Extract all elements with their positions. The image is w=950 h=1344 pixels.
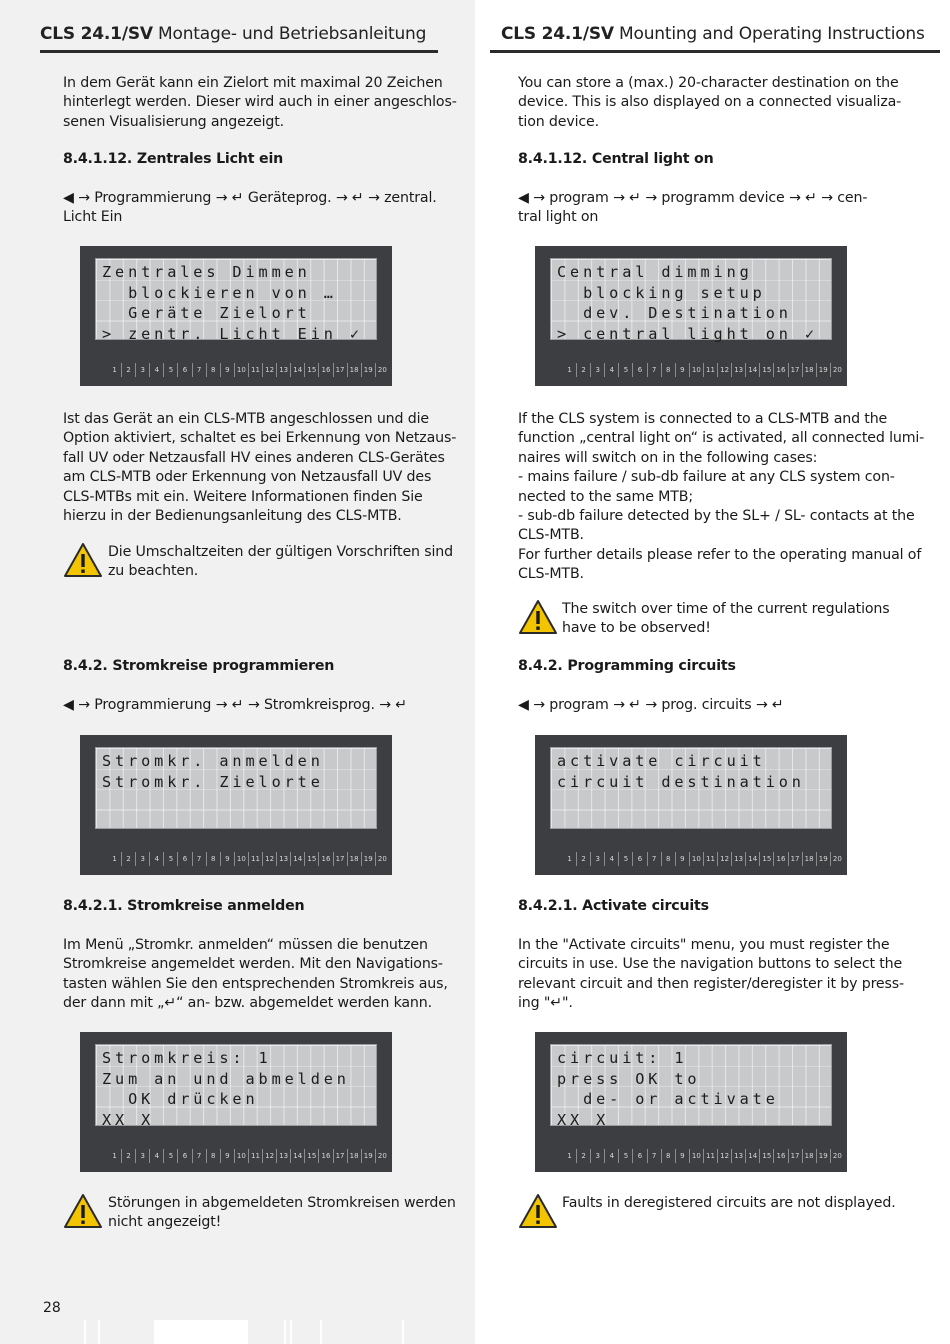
lcd-scale-number: 14 [746, 363, 760, 377]
lcd-scale-number: 4 [605, 363, 619, 377]
lcd-scale-number: 9 [676, 1149, 690, 1163]
model-name: CLS 24.1/SV [501, 24, 614, 44]
lcd-scale-number: 16 [319, 852, 333, 866]
section-heading: 8.4.1.12. Central light on [518, 151, 714, 167]
lcd-display [80, 1032, 392, 1172]
lcd-scale-number: 8 [662, 1149, 676, 1163]
section-heading: 8.4.2. Programming circuits [518, 658, 736, 674]
lcd-scale-number: 7 [193, 363, 207, 377]
warning-text: Störungen in abgemeldeten Stromkreisen werden nicht angezeigt! [108, 1195, 456, 1231]
header-title: Mounting and Operating Instructions [619, 24, 925, 44]
lcd-scale-number: 14 [291, 852, 305, 866]
lcd-screen: Central dimming blocking setup dev. Destination > central light on ✓ [550, 258, 832, 340]
lcd-scale-number: 5 [619, 1149, 633, 1163]
lcd-scale-number: 5 [619, 363, 633, 377]
lcd-scale-number: 6 [178, 363, 192, 377]
body-paragraph: Ist das Gerät an ein CLS-MTB angeschlossen und die Option aktiviert, schaltet es bei Erkennung von Netzaus- fall UV oder Netzausfall HV eines anderen CLS-Gerätes am CLS-MTB oder Erkennung von Netzausfall UV des CLS-MTBs mit ein. Weitere Informationen finden Sie hierzu in der Bedienungsanleitung des CLS-MTB. [63, 411, 457, 525]
lcd-screen: Stromkr. anmelden Stromkr. Zielorte [95, 747, 377, 829]
lcd-screen: Stromkreis: 1 Zum an und abmelden OK drücken XX X [95, 1044, 377, 1126]
lcd-scale-number: 1 [108, 852, 122, 866]
lcd-scale-number: 12 [263, 1149, 277, 1163]
lcd-scale-number: 8 [207, 1149, 221, 1163]
lcd-scale-number: 15 [760, 1149, 774, 1163]
lcd-display [535, 735, 847, 875]
lcd-scale-number: 19 [362, 852, 376, 866]
lcd-scale-number: 6 [633, 852, 647, 866]
lcd-scale-number: 14 [291, 1149, 305, 1163]
lcd-scale-number: 3 [136, 852, 150, 866]
lcd-scale-number: 15 [305, 1149, 319, 1163]
lcd-scale-number: 7 [648, 363, 662, 377]
warning-triangle-icon [63, 1193, 103, 1229]
lcd-scale-number: 10 [235, 363, 249, 377]
lcd-scale-number: 7 [648, 1149, 662, 1163]
lcd-scale-number: 13 [732, 852, 746, 866]
lcd-scale-number: 11 [704, 363, 718, 377]
body-paragraph: Im Menü „Stromkr. anmelden“ müssen die benutzen Stromkreise angemeldet werden. Mit den Navigations- tasten wählen Sie den entsprechenden Stromkreis aus, der dann mit „↵“ an- bzw. abgemeldet werden kann. [63, 937, 448, 1012]
lcd-scale-number: 15 [760, 852, 774, 866]
lcd-scale-number: 12 [718, 852, 732, 866]
lcd-scale-number: 7 [648, 852, 662, 866]
lcd-scale-number: 4 [150, 852, 164, 866]
lcd-scale-number: 12 [718, 363, 732, 377]
lcd-scale-number: 16 [774, 1149, 788, 1163]
lcd-scale-number: 14 [746, 1149, 760, 1163]
lcd-scale-number: 4 [605, 1149, 619, 1163]
lcd-scale-number: 8 [662, 363, 676, 377]
lcd-scale-number: 9 [221, 363, 235, 377]
lcd-scale-number: 11 [249, 363, 263, 377]
lcd-scale-number: 6 [178, 1149, 192, 1163]
lcd-scale-number: 14 [746, 852, 760, 866]
lcd-scale-number: 13 [277, 363, 291, 377]
lcd-scale-number: 17 [789, 1149, 803, 1163]
lcd-scale-number: 18 [803, 1149, 817, 1163]
lcd-scale-number: 1 [563, 1149, 577, 1163]
lcd-scale-number: 18 [348, 852, 362, 866]
lcd-column-scale [563, 363, 844, 377]
lcd-scale-number: 6 [633, 1149, 647, 1163]
lcd-scale-number: 13 [277, 1149, 291, 1163]
lcd-scale-number: 10 [690, 852, 704, 866]
lcd-scale-number: 5 [164, 1149, 178, 1163]
warning-triangle-icon [518, 1193, 558, 1229]
lcd-scale-number: 2 [577, 1149, 591, 1163]
lcd-scale-number: 5 [164, 363, 178, 377]
lcd-scale-number: 16 [319, 363, 333, 377]
body-paragraph: In the "Activate circuits" menu, you must register the circuits in use. Use the navigation buttons to select the relevant circuit and then register/deregister it by press- ing "↵". [518, 937, 904, 1012]
lcd-column-scale [563, 852, 844, 866]
lcd-scale-number: 3 [591, 363, 605, 377]
lcd-scale-number: 19 [817, 1149, 831, 1163]
lcd-scale-number: 20 [832, 855, 842, 863]
header-title: Montage- und Betriebsanleitung [158, 24, 427, 44]
menu-path: ◀ → Programmierung → ↵ → Stromkreisprog. → ↵ [63, 697, 407, 713]
lcd-scale-number: 19 [362, 1149, 376, 1163]
lcd-scale-number: 1 [108, 1149, 122, 1163]
lcd-scale-number: 19 [817, 363, 831, 377]
lcd-scale-number: 8 [662, 852, 676, 866]
lcd-scale-number: 12 [263, 852, 277, 866]
lcd-display [535, 1032, 847, 1172]
lcd-scale-number: 11 [704, 1149, 718, 1163]
lcd-scale-number: 1 [108, 363, 122, 377]
page-header [40, 24, 426, 44]
lcd-screen: circuit: 1 press OK to de- or activate XX X [550, 1044, 832, 1126]
lcd-scale-number: 3 [136, 1149, 150, 1163]
lcd-scale-number: 9 [676, 363, 690, 377]
lcd-scale-number: 4 [605, 852, 619, 866]
lcd-scale-number: 12 [263, 363, 277, 377]
intro-paragraph: In dem Gerät kann ein Zielort mit maximal 20 Zeichen hinterlegt werden. Dieser wird auch in einer angeschlos- senen Visualisierung angezeigt. [63, 75, 457, 130]
lcd-scale-number: 7 [193, 852, 207, 866]
lcd-scale-number: 18 [348, 363, 362, 377]
lcd-display [535, 246, 847, 386]
lcd-scale-number: 20 [377, 1152, 387, 1160]
lcd-scale-number: 17 [334, 363, 348, 377]
lcd-scale-number: 16 [774, 852, 788, 866]
lcd-scale-number: 4 [150, 363, 164, 377]
lcd-column-scale [108, 1149, 389, 1163]
lcd-scale-number: 18 [803, 852, 817, 866]
lcd-scale-number: 20 [832, 1152, 842, 1160]
lcd-scale-number: 20 [832, 366, 842, 374]
lcd-screen: activate circuit circuit destination [550, 747, 832, 829]
lcd-scale-number: 17 [334, 1149, 348, 1163]
lcd-scale-number: 14 [291, 363, 305, 377]
body-paragraph: If the CLS system is connected to a CLS-MTB and the function „central light on“ is activated, all connected lumi- naires will switch on in the following cases: - mains failure / sub-db failure at any CLS system con- nected to the same MTB; - sub-db failure detected by the SL+ / SL- contacts at the CLS-MTB. For further details please refer to the operating manual of CLS-MTB. [518, 411, 925, 583]
warning-text: Die Umschaltzeiten der gültigen Vorschriften sind zu beachten. [108, 544, 453, 580]
lcd-scale-number: 1 [563, 363, 577, 377]
lcd-scale-number: 15 [305, 363, 319, 377]
lcd-scale-number: 4 [150, 1149, 164, 1163]
lcd-scale-number: 2 [122, 363, 136, 377]
lcd-scale-number: 17 [789, 363, 803, 377]
warning-triangle-icon [63, 542, 103, 578]
lcd-scale-number: 5 [619, 852, 633, 866]
lcd-scale-number: 6 [178, 852, 192, 866]
lcd-scale-number: 17 [789, 852, 803, 866]
lcd-scale-number: 2 [122, 852, 136, 866]
lcd-scale-number: 9 [221, 852, 235, 866]
lcd-scale-number: 11 [249, 852, 263, 866]
lcd-scale-number: 9 [221, 1149, 235, 1163]
lcd-display [80, 246, 392, 386]
page-header [501, 24, 925, 44]
lcd-scale-number: 13 [732, 1149, 746, 1163]
warning-text: The switch over time of the current regulations have to be observed! [562, 601, 890, 637]
section-heading: 8.4.2. Stromkreise programmieren [63, 658, 335, 674]
menu-path: ◀ → program → ↵ → programm device → ↵ → cen- tral light on [518, 190, 868, 226]
lcd-scale-number: 20 [377, 366, 387, 374]
page-number: 28 [43, 1300, 61, 1316]
lcd-scale-number: 10 [235, 852, 249, 866]
lcd-scale-number: 15 [305, 852, 319, 866]
lcd-scale-number: 11 [704, 852, 718, 866]
thumb-index-strip [84, 1320, 404, 1344]
lcd-scale-number: 8 [207, 363, 221, 377]
lcd-scale-number: 19 [817, 852, 831, 866]
lcd-scale-number: 9 [676, 852, 690, 866]
menu-path: ◀ → Programmierung → ↵ Geräteprog. → ↵ → zentral. Licht Ein [63, 190, 437, 226]
lcd-scale-number: 10 [690, 1149, 704, 1163]
section-heading: 8.4.2.1. Activate circuits [518, 898, 709, 914]
lcd-scale-number: 11 [249, 1149, 263, 1163]
lcd-scale-number: 3 [591, 1149, 605, 1163]
intro-paragraph: You can store a (max.) 20-character destination on the device. This is also displayed on a connected visualiza- tion device. [518, 75, 902, 130]
header-rule [490, 50, 940, 53]
model-name: CLS 24.1/SV [40, 24, 153, 44]
lcd-scale-number: 16 [319, 1149, 333, 1163]
lcd-scale-number: 5 [164, 852, 178, 866]
section-heading: 8.4.2.1. Stromkreise anmelden [63, 898, 305, 914]
lcd-scale-number: 7 [193, 1149, 207, 1163]
lcd-scale-number: 17 [334, 852, 348, 866]
lcd-scale-number: 2 [122, 1149, 136, 1163]
lcd-display [80, 735, 392, 875]
lcd-scale-number: 1 [563, 852, 577, 866]
lcd-scale-number: 3 [136, 363, 150, 377]
header-rule [40, 50, 438, 53]
lcd-scale-number: 13 [732, 363, 746, 377]
lcd-scale-number: 13 [277, 852, 291, 866]
section-heading: 8.4.1.12. Zentrales Licht ein [63, 151, 284, 167]
lcd-column-scale [108, 852, 389, 866]
lcd-scale-number: 6 [633, 363, 647, 377]
lcd-scale-number: 10 [235, 1149, 249, 1163]
lcd-scale-number: 2 [577, 363, 591, 377]
lcd-scale-number: 8 [207, 852, 221, 866]
lcd-scale-number: 16 [774, 363, 788, 377]
warning-text: Faults in deregistered circuits are not displayed. [562, 1195, 896, 1211]
lcd-scale-number: 19 [362, 363, 376, 377]
lcd-scale-number: 12 [718, 1149, 732, 1163]
lcd-scale-number: 3 [591, 852, 605, 866]
lcd-scale-number: 18 [348, 1149, 362, 1163]
lcd-column-scale [108, 363, 389, 377]
lcd-scale-number: 2 [577, 852, 591, 866]
menu-path: ◀ → program → ↵ → prog. circuits → ↵ [518, 697, 784, 713]
right-column-english [475, 0, 950, 1344]
lcd-screen: Zentrales Dimmen blockieren von … Geräte Zielort > zentr. Licht Ein ✓ [95, 258, 377, 340]
lcd-scale-number: 20 [377, 855, 387, 863]
lcd-scale-number: 15 [760, 363, 774, 377]
lcd-scale-number: 18 [803, 363, 817, 377]
lcd-column-scale [563, 1149, 844, 1163]
lcd-scale-number: 10 [690, 363, 704, 377]
warning-triangle-icon [518, 599, 558, 635]
